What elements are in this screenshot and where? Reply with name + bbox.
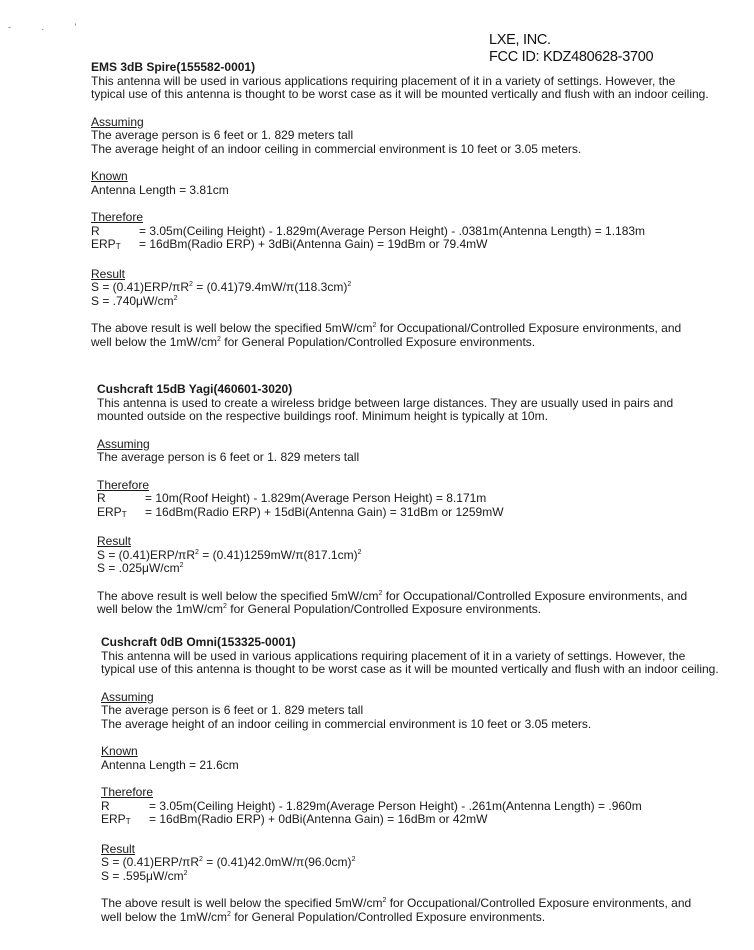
superscript: 2 (217, 335, 221, 343)
section-title: Cushcraft 0dB Omni(153325-0001) (101, 635, 296, 649)
superscript: 2 (351, 856, 356, 863)
erp-subscript: T (125, 817, 131, 826)
known-heading: Known (91, 169, 128, 183)
scan-specks: - . ' (8, 22, 91, 32)
conclusion (101, 897, 711, 924)
known-heading: Known (101, 744, 138, 758)
known-line: Antenna Length = 3.81cm (91, 182, 229, 197)
formula-part: S = (0.41)ERP/πR (101, 855, 199, 869)
result-heading: Result (97, 534, 132, 548)
assumption-line: The average height of an indoor ceiling in commercial environment is 10 feet or 3.05 meters. (91, 141, 582, 156)
superscript: 2 (227, 910, 231, 918)
erp-label (101, 813, 149, 829)
section-description: This antenna will be used in various applications requiring placement of it in a variety of settings. However, the typical use of this antenna is thought to be worst case as it will be mounted vertically and flush with an indoor ceiling. (101, 648, 719, 676)
assuming-heading: Assuming (97, 436, 150, 451)
result-value (101, 870, 721, 884)
superscript: 2 (378, 589, 383, 597)
assuming-heading: Assuming (101, 689, 154, 704)
assumption-line: The average height of an indoor ceiling in commercial environment is 10 feet or 3.05 meters. (101, 716, 592, 731)
r-value: = 3.05m(Ceiling Height) - 1.829m(Average Person Height) - .0381m(Antenna Length) = 1.183m (139, 223, 646, 238)
erp-label (91, 238, 139, 254)
conclusion-part: for General Population/Controlled Exposure environments. (226, 602, 542, 616)
formula-part: S = (0.41)ERP/πR (97, 547, 195, 562)
conclusion (91, 322, 701, 349)
assumption-line: The average person is 6 feet or 1. 829 meters tall (91, 128, 354, 142)
erp-subscript: T (115, 242, 121, 251)
result-value (97, 562, 717, 576)
result-text: S = .740μW/cm (91, 293, 174, 308)
section-yagi (97, 383, 717, 617)
superscript: 2 (223, 603, 227, 610)
result-formula (91, 281, 711, 295)
erp-value: = 16dBm(Radio ERP) + 0dBi(Antenna Gain) = 16dBm or 42mW (149, 812, 488, 826)
superscript: 2 (173, 294, 178, 302)
section-title: Cushcraft 15dB Yagi(460601-3020) (97, 382, 293, 396)
erp-equation (97, 506, 717, 522)
assuming-heading: Assuming (91, 114, 144, 129)
assumption-line: The average person is 6 feet or 1. 829 meters tall (97, 450, 360, 464)
conclusion-part: for General Population/Controlled Exposure environments. (230, 909, 546, 924)
superscript: 2 (179, 562, 184, 569)
conclusion-part: The above result is well below the specified 5mW/cm (97, 588, 379, 603)
conclusion-part: for Occupational/Controlled Exposure environments, and well below the 1mW/cm (101, 896, 692, 924)
formula-part: = (0.41)79.4mW/π(118.3cm) (192, 280, 348, 294)
superscript: 2 (382, 897, 387, 904)
fcc-id: FCC ID: KDZ480628-3700 (489, 49, 654, 65)
erp-equation (91, 238, 711, 254)
assumption-line: The average person is 6 feet or 1. 829 meters tall (101, 703, 364, 717)
formula-part: = (0.41)42.0mW/π(96.0cm) (202, 855, 352, 869)
erp-value: = 16dBm(Radio ERP) + 3dBi(Antenna Gain) = 19dBm or 79.4mW (139, 237, 488, 251)
result-formula (97, 549, 717, 563)
formula-part: = (0.41)1259mW/π(817.1cm) (198, 547, 358, 562)
erp-label (97, 506, 145, 522)
therefore-heading: Therefore (91, 210, 144, 224)
section-description: This antenna will be used in various applications requiring placement of it in a variety of settings. However, the typical use of this antenna is thought to be worst case as it will be mounted vertically and flush with an indoor ceiling. (91, 73, 709, 101)
superscript: 2 (194, 548, 199, 556)
superscript: 2 (188, 281, 193, 288)
result-text: S = .595μW/cm (101, 868, 184, 883)
erp-subscript: T (121, 509, 127, 519)
conclusion-part: for General Population/Controlled Exposure environments. (220, 334, 536, 349)
r-equation (101, 800, 721, 814)
superscript: 2 (357, 548, 362, 556)
section-description: This antenna is used to create a wireless bridge between large distances. They are usually used in pairs and mounted outside on the respective buildings roof. Minimum height is typically at 10m. (97, 395, 674, 423)
erp-equation (101, 813, 721, 829)
section-omni (101, 636, 721, 924)
therefore-heading: Therefore (97, 477, 150, 492)
erp-label-text: ERP (101, 812, 126, 826)
conclusion-part: for Occupational/Controlled Exposure environments, and well below the 1mW/cm (97, 588, 688, 616)
superscript: 2 (183, 869, 188, 877)
r-value: = 3.05m(Ceiling Height) - 1.829m(Average Person Height) - .261m(Antenna Length) = .960m (149, 798, 642, 813)
formula-part: S = (0.41)ERP/πR (91, 280, 189, 294)
section-ems-spire (91, 61, 711, 349)
r-label: R (101, 798, 110, 813)
superscript: 2 (347, 281, 352, 288)
therefore-heading: Therefore (101, 785, 154, 799)
conclusion-part: for Occupational/Controlled Exposure environments, and well below the 1mW/cm (91, 321, 682, 349)
erp-value: = 16dBm(Radio ERP) + 15dBi(Antenna Gain) = 31dBm or 1259mW (145, 504, 504, 519)
known-line: Antenna Length = 21.6cm (101, 757, 239, 772)
result-heading: Result (91, 266, 126, 281)
company-name: LXE, INC. (489, 32, 551, 48)
conclusion-part: The above result is well below the specified 5mW/cm (101, 896, 383, 910)
r-equation (91, 225, 711, 239)
r-label: R (97, 491, 106, 505)
superscript: 2 (198, 856, 203, 863)
section-title: EMS 3dB Spire(155582-0001) (91, 60, 256, 74)
result-value (91, 295, 711, 309)
conclusion (97, 590, 707, 617)
erp-label-text: ERP (97, 504, 122, 519)
r-label: R (91, 223, 100, 238)
conclusion-part: The above result is well below the specified 5mW/cm (91, 321, 373, 335)
erp-label-text: ERP (91, 237, 116, 251)
r-equation (97, 492, 717, 506)
result-text: S = .025μW/cm (97, 561, 180, 575)
r-value: = 10m(Roof Height) - 1.829m(Average Person Height) = 8.171m (145, 491, 487, 505)
result-heading: Result (101, 841, 136, 856)
superscript: 2 (372, 322, 377, 329)
result-formula (101, 856, 721, 870)
